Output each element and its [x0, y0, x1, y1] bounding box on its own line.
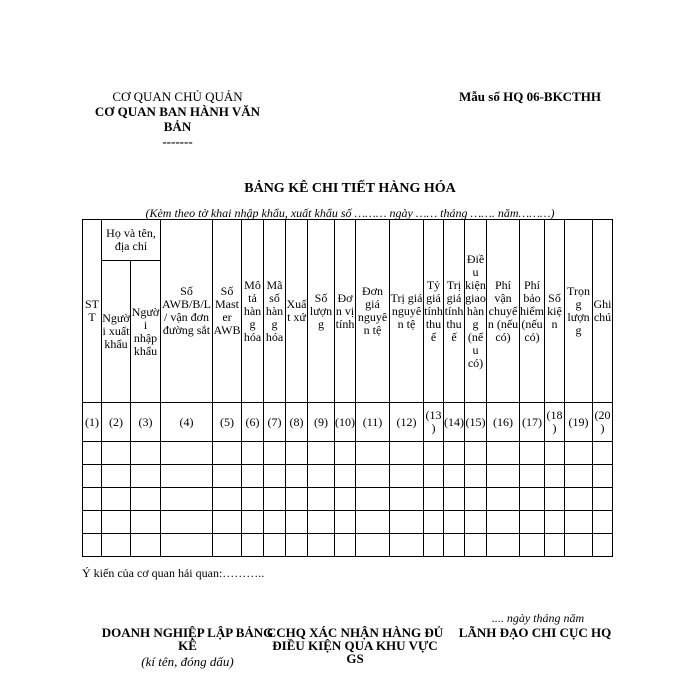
customs-leader-title: LÃNH ĐẠO CHI CỤC HQ	[458, 625, 612, 640]
table-cell	[335, 465, 356, 488]
table-cell	[308, 442, 335, 465]
table-cell	[465, 488, 487, 511]
column-header: Trọng lượng	[565, 220, 593, 403]
column-group-header: Họ và tên, địa chỉ	[102, 220, 161, 261]
table-cell	[487, 534, 520, 557]
column-header: Trị giá tính thuế	[444, 220, 465, 403]
column-number: (19)	[565, 403, 593, 442]
table-cell	[424, 511, 444, 534]
column-header: Đơn giá nguyên tệ	[356, 220, 390, 403]
table-cell	[264, 465, 286, 488]
table-cell	[83, 511, 102, 534]
table-cell	[390, 534, 424, 557]
table-cell	[593, 442, 613, 465]
table-cell	[424, 534, 444, 557]
table-cell	[487, 488, 520, 511]
table-cell	[390, 442, 424, 465]
column-header: Tỷ giá tính thuế	[424, 220, 444, 403]
table-cell	[213, 534, 242, 557]
column-header: Người nhập khẩu	[131, 261, 161, 403]
column-header: Người xuất khẩu	[102, 261, 131, 403]
column-header: Điều kiện giao hàng (nếu có)	[465, 220, 487, 403]
table-cell	[83, 442, 102, 465]
table-cell	[286, 534, 308, 557]
table-cell	[487, 511, 520, 534]
table-cell	[520, 534, 545, 557]
table-cell	[444, 442, 465, 465]
table-cell	[593, 465, 613, 488]
goods-detail-table	[82, 219, 613, 557]
column-number: (17)	[520, 403, 545, 442]
table-cell	[545, 488, 565, 511]
table-cell	[465, 465, 487, 488]
column-header: Phí vận chuyển (nếu có)	[487, 220, 520, 403]
table-cell	[520, 488, 545, 511]
table-cell	[520, 442, 545, 465]
table-cell	[424, 465, 444, 488]
table-cell	[131, 534, 161, 557]
table-cell	[264, 534, 286, 557]
table-cell	[593, 488, 613, 511]
column-number: (18)	[545, 403, 565, 442]
table-cell	[213, 488, 242, 511]
column-header: Trị giá nguyên tệ	[390, 220, 424, 403]
table-cell	[424, 488, 444, 511]
table-cell	[335, 442, 356, 465]
table-cell	[213, 465, 242, 488]
column-header: Số kiện	[545, 220, 565, 403]
table-cell	[356, 465, 390, 488]
table-cell	[390, 511, 424, 534]
enterprise-signature-block	[95, 626, 280, 668]
table-cell	[424, 442, 444, 465]
table-cell	[131, 442, 161, 465]
table-cell	[444, 511, 465, 534]
column-number: (7)	[264, 403, 286, 442]
table-cell	[242, 534, 264, 557]
table-cell	[213, 511, 242, 534]
table-cell	[487, 465, 520, 488]
table-cell	[161, 534, 213, 557]
column-header: STT	[83, 220, 102, 403]
column-header: Ghi chú	[593, 220, 613, 403]
table-row	[83, 465, 613, 488]
table-cell	[308, 511, 335, 534]
column-header: Số lượng	[308, 220, 335, 403]
column-header: Số Master AWB	[213, 220, 242, 403]
table-cell	[286, 465, 308, 488]
document-subtitle: (Kèm theo tờ khai nhập khẩu, xuất khẩu số ……… ngày …… tháng ……. năm………)	[145, 206, 555, 220]
table-cell	[520, 511, 545, 534]
table-cell	[356, 488, 390, 511]
table-row	[83, 534, 613, 557]
column-number: (6)	[242, 403, 264, 442]
table-cell	[161, 511, 213, 534]
table-cell	[161, 465, 213, 488]
table-cell	[390, 488, 424, 511]
table-cell	[520, 465, 545, 488]
table-cell	[390, 465, 424, 488]
table-cell	[545, 442, 565, 465]
issuing-agency-block	[80, 89, 275, 149]
customs-opinion-label: Ý kiến của cơ quan hải quan:………..	[82, 566, 265, 580]
table-cell	[308, 465, 335, 488]
table-row	[83, 442, 613, 465]
table-cell	[545, 511, 565, 534]
table-cell	[286, 488, 308, 511]
table-cell	[356, 442, 390, 465]
column-number: (16)	[487, 403, 520, 442]
table-cell	[545, 534, 565, 557]
table-cell	[356, 534, 390, 557]
table-cell	[565, 488, 593, 511]
table-cell	[242, 442, 264, 465]
table-cell	[161, 488, 213, 511]
table-cell	[131, 511, 161, 534]
table-cell	[264, 442, 286, 465]
column-number: (11)	[356, 403, 390, 442]
parent-agency-label: CƠ QUAN CHỦ QUẢN	[112, 89, 243, 104]
column-header: Phí bảo hiểm (nếu có)	[520, 220, 545, 403]
table-cell	[335, 511, 356, 534]
column-number: (20)	[593, 403, 613, 442]
table-cell	[356, 511, 390, 534]
signature-date-line: .... ngày tháng năm	[491, 611, 585, 625]
column-header: Mã số hàng hóa	[264, 220, 286, 403]
column-number: (15)	[465, 403, 487, 442]
table-cell	[593, 511, 613, 534]
issuing-agency-label: CƠ QUAN BAN HÀNH VĂN BẢN	[94, 104, 261, 134]
table-cell	[565, 534, 593, 557]
enterprise-signature-title: DOANH NGHIỆP LẬP BẢNG KÊ	[101, 625, 274, 653]
agency-dashes: -------	[162, 134, 193, 149]
table-cell	[465, 534, 487, 557]
column-number-row	[83, 403, 613, 442]
table-cell	[593, 534, 613, 557]
document-title: BẢNG KÊ CHI TIẾT HÀNG HÓA	[244, 181, 456, 196]
table-cell	[131, 465, 161, 488]
table-cell	[335, 534, 356, 557]
column-number: (9)	[308, 403, 335, 442]
table-cell	[335, 488, 356, 511]
table-cell	[242, 488, 264, 511]
table-cell	[102, 442, 131, 465]
table-cell	[131, 488, 161, 511]
table-cell	[213, 442, 242, 465]
table-cell	[565, 511, 593, 534]
column-number: (8)	[286, 403, 308, 442]
column-header: Xuất xứ	[286, 220, 308, 403]
enterprise-signature-note: (kí tên, đóng dấu)	[141, 654, 234, 669]
table-cell	[83, 534, 102, 557]
table-cell	[308, 534, 335, 557]
table-cell	[565, 442, 593, 465]
table-cell	[444, 534, 465, 557]
cchq-confirmation-title: CCHQ XÁC NHẬN HÀNG ĐỦ ĐIỀU KIỆN QUA KHU VỰC GS	[266, 625, 444, 666]
column-number: (5)	[213, 403, 242, 442]
column-number: (2)	[102, 403, 131, 442]
table-cell	[444, 488, 465, 511]
table-row	[83, 488, 613, 511]
table-cell	[83, 465, 102, 488]
column-number: (12)	[390, 403, 424, 442]
table-cell	[264, 488, 286, 511]
form-code: Mẫu số HQ 06-BKCTHH	[459, 89, 601, 104]
table-cell	[545, 465, 565, 488]
column-number: (13)	[424, 403, 444, 442]
column-number: (14)	[444, 403, 465, 442]
table-cell	[242, 465, 264, 488]
table-cell	[286, 511, 308, 534]
table-cell	[83, 488, 102, 511]
column-header: Mô tả hàng hóa	[242, 220, 264, 403]
table-cell	[161, 442, 213, 465]
column-header: Số AWB/B/L/ vận đơn đường sắt	[161, 220, 213, 403]
column-number: (1)	[83, 403, 102, 442]
table-cell	[102, 488, 131, 511]
table-cell	[286, 442, 308, 465]
column-number: (10)	[335, 403, 356, 442]
table-cell	[465, 442, 487, 465]
column-header: Đơn vị tính	[335, 220, 356, 403]
table-header-row	[83, 220, 613, 261]
table-cell	[102, 534, 131, 557]
column-number: (3)	[131, 403, 161, 442]
table-cell	[465, 511, 487, 534]
table-cell	[102, 465, 131, 488]
column-number: (4)	[161, 403, 213, 442]
table-cell	[487, 442, 520, 465]
table-cell	[264, 511, 286, 534]
table-cell	[565, 465, 593, 488]
table-cell	[102, 511, 131, 534]
table-cell	[444, 465, 465, 488]
table-row	[83, 511, 613, 534]
table-cell	[308, 488, 335, 511]
table-cell	[242, 511, 264, 534]
